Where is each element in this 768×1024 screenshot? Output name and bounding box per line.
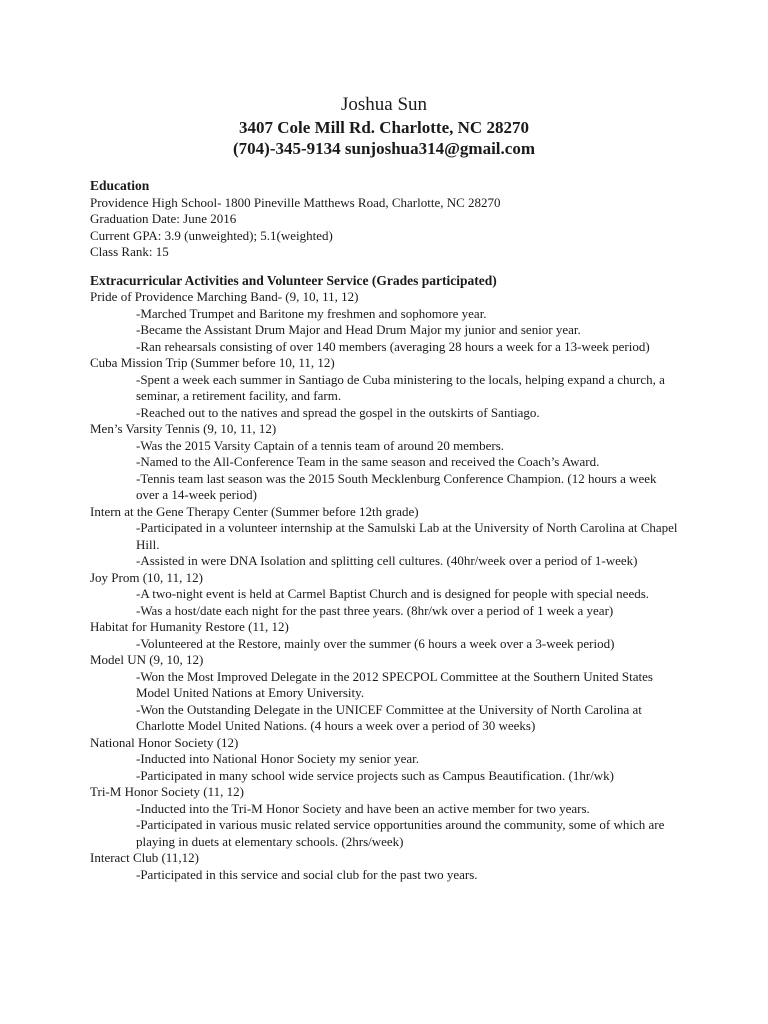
activity-model-un	[90, 652, 678, 735]
activity-title: Pride of Providence Marching Band- (9, 10, 11, 12)	[90, 289, 359, 304]
activity-title: Tri-M Honor Society (11, 12)	[90, 784, 244, 799]
activity-detail: -Volunteered at the Restore, mainly over the summer (6 hours a week over a 3-week period)	[136, 635, 615, 651]
gpa-line: Current GPA: 3.9 (unweighted); 5.1(weighted)	[90, 227, 333, 243]
activity-detail: -Inducted into the Tri-M Honor Society and have been an active member for two years.	[136, 800, 590, 816]
activity-detail: -Tennis team last season was the 2015 South Mecklenburg Conference Champion. (12 hours a week over a 14-week period)	[136, 470, 657, 502]
extracurricular-heading: Extracurricular Activities and Volunteer Service (Grades participated)	[90, 272, 497, 288]
activity-habitat-restore	[90, 619, 678, 652]
class-rank-line: Class Rank: 15	[90, 244, 169, 259]
activity-detail: -Ran rehearsals consisting of over 140 members (averaging 28 hours a week for a 13-week period)	[136, 338, 650, 354]
address-line: 3407 Cole Mill Rd. Charlotte, NC 28270	[239, 118, 529, 137]
contact-line: (704)-345-9134 sunjoshua314@gmail.com	[233, 139, 535, 158]
activity-cuba-mission	[90, 355, 678, 421]
graduation-line: Graduation Date: June 2016	[90, 211, 237, 226]
applicant-name: Joshua Sun	[340, 94, 428, 115]
activity-detail: -Was a host/date each night for the past three years. (8hr/wk over a period of 1 week a year)	[136, 602, 614, 618]
activity-joy-prom	[90, 570, 678, 620]
activity-title: Intern at the Gene Therapy Center (Summer before 12th grade)	[90, 503, 419, 519]
activity-detail: -Participated in many school wide service projects such as Campus Beautification. (1hr/wk)	[136, 767, 614, 783]
activity-title: Joy Prom (10, 11, 12)	[90, 569, 203, 585]
activity-detail: -Assisted in were DNA Isolation and splitting cell cultures. (40hr/week over a period of 1-week)	[136, 553, 638, 568]
activity-detail: -Participated in a volunteer internship at the Samulski Lab at the University of North Carolina at Chapel Hill.	[136, 520, 678, 552]
activity-detail: -Became the Assistant Drum Major and Head Drum Major my junior and senior year.	[136, 322, 581, 337]
activity-detail: -Inducted into National Honor Society my senior year.	[136, 751, 420, 766]
activity-title: Model UN (9, 10, 12)	[90, 652, 204, 667]
activity-national-honor-society	[90, 735, 678, 785]
activity-title: Interact Club (11,12)	[90, 850, 199, 865]
activity-detail: -A two-night event is held at Carmel Baptist Church and is designed for people with special needs.	[136, 586, 650, 601]
activity-title: Men’s Varsity Tennis (9, 10, 11, 12)	[90, 421, 277, 436]
activity-interact-club	[90, 850, 678, 883]
activity-detail: -Was the 2015 Varsity Captain of a tennis team of around 20 members.	[136, 437, 505, 453]
activity-marching-band	[90, 289, 678, 355]
resume-header	[90, 0, 678, 159]
activity-title: Cuba Mission Trip (Summer before 10, 11, 12)	[90, 355, 335, 370]
activity-detail: -Participated in various music related service opportunities around the community, some of which are playing in duets at elementary schools. (2hrs/week)	[136, 817, 665, 849]
education-section	[90, 178, 678, 261]
school-line: Providence High School- 1800 Pineville Matthews Road, Charlotte, NC 28270	[90, 194, 501, 210]
activity-detail: -Named to the All-Conference Team in the same season and received the Coach’s Award.	[136, 454, 600, 469]
activity-detail: -Reached out to the natives and spread the gospel in the outskirts of Santiago.	[136, 404, 540, 420]
activity-detail: -Won the Most Improved Delegate in the 2012 SPECPOL Committee at the Southern United States Model United Nations at Emory University.	[136, 668, 653, 700]
activity-detail: -Marched Trumpet and Baritone my freshmen and sophomore year.	[136, 305, 487, 321]
activity-varsity-tennis	[90, 421, 678, 504]
activity-title: National Honor Society (12)	[90, 734, 239, 750]
extracurricular-section	[90, 273, 678, 884]
activity-detail: -Won the Outstanding Delegate in the UNICEF Committee at the University of North Carolina at Charlotte Model United Nations. (4 hours a week over a period of 30 weeks)	[136, 701, 642, 733]
activity-title: Habitat for Humanity Restore (11, 12)	[90, 619, 289, 634]
activity-detail: -Participated in this service and social club for the past two years.	[136, 866, 478, 882]
activity-detail: -Spent a week each summer in Santiago de Cuba ministering to the locals, helping expand a church, a seminar, a retirement facility, and farm.	[136, 371, 665, 403]
education-heading: Education	[90, 178, 150, 193]
activity-tri-m-honor-society	[90, 784, 678, 850]
activity-gene-therapy-intern	[90, 504, 678, 570]
